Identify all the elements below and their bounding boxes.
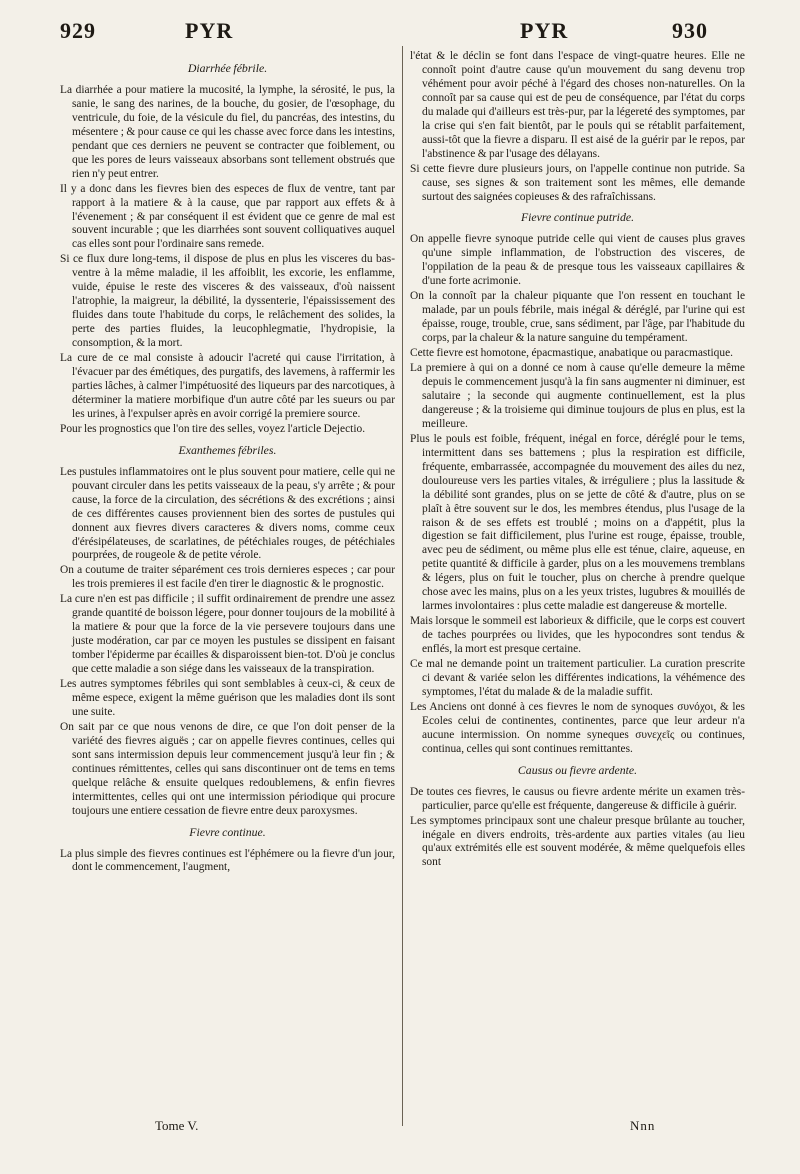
paragraph: Si ce flux dure long-tems, il dispose de plus en plus les visceres du bas-ventre à la même maladie, il les affoiblit, les excorie, les enflamme, vuide, épuise le reste des visceres & des vaisseaux, d'où naissent l'atrophie, la maigreur, la débilité, la dyssenterie, l'épaississement des fluides dans toute l'habitude du corps, le relâchement des solides, la perte des parties fluides, la leucophlegmatie, l'hydropisie, la consomption, & la mort. (60, 253, 395, 350)
column-separator (402, 46, 403, 1126)
paragraph: On appelle fievre synoque putride celle qui vient de causes plus graves qu'une simple inflammation, de l'obstruction des visceres, de l'oppilation de la peau & de presque tous les vaisseaux capillaires & d'une forte acrimonie. (410, 233, 745, 288)
footer-volume: Tome V. (155, 1118, 199, 1133)
section-heading-causus: Causus ou fievre ardente. (517, 762, 638, 777)
right-column (410, 50, 745, 871)
paragraph: On a coutume de traiter séparément ces trois dernieres especes ; car pour les trois premieres il est facile d'en tirer le diagnostic & le prognostic. (60, 564, 395, 591)
paragraph: Il y a donc dans les fievres bien des especes de flux de ventre, tant par rapport à la matiere & à la cause, que par rapport aux effets & à l'évenement ; & par conséquent il est évident que ce genre de mal est souvent incurable ; que les diarrhées sont souvent colliquatives auquel cas elles sont pour l'ordinaire sans remede. (60, 182, 395, 251)
paragraph: La cure de ce mal consiste à adoucir l'acreté qui cause l'irritation, à l'évacuer par des émétiques, des purgatifs, des lavemens, à raffermir les parties lâches, à calmer l'impétuosité des liqueurs par des narcotiques, à déterminer la matiere morbifique d'un autre côté par les sueurs ou par les urines, à l'expulser après en avoir corrigé la premiere source. (60, 352, 395, 420)
page-number-left: 929 (60, 18, 96, 43)
paragraph: Pour les prognostics que l'on tire des selles, voyez l'article Dejectio. (60, 422, 366, 435)
paragraph: On la connoît par la chaleur piquante que l'on ressent en touchant le malade, par un pouls fébrile, mais inégal & déréglé, par l'urine qui est épaisse, rouge, trouble, crue, sans sédiment, par l'âge, par l'habitude du corps, par la chaleur & la nature sanguine du tempérament. (410, 290, 745, 345)
paragraph: Les autres symptomes fébriles qui sont semblables à ceux-ci, & ceux de même espece, exigent la même guérison que les maladies dont ils sont une suite. (60, 678, 395, 718)
paragraph: Mais lorsque le sommeil est laborieux & difficile, que le corps est couvert de taches pourprées ou livides, que les hypocondres sont tendus & enflés, la mort est presque certaine. (410, 615, 745, 656)
paragraph: Plus le pouls est foible, fréquent, inégal en force, déréglé pour le tems, intermittent dans ses battemens ; plus la respiration est difficile, fréquente, embarrassée, accompagnée du mouvement des ailes du nez, douloureuse vers les parties vitales, & irréguliere ; plus la lassitude & la débilité sont grandes, plus on se jette de côté & d'autre, plus on se plaît à être souvent sur le dos, les membres étendus, plus l'usage de la raison & de ses effets est troublé ; moins on a d'appétit, plus la digestion se fait difficilement, plus l'urine est rouge, épaisse, trouble, avec peu de sédiment, ou même plus elle est ténue, claire, aqueuse, en petite quantité & difficile à garder, plus on a les mouvemens tremblans & légers, plus on fuit le toucher, plus on cherche à prendre quelque chose avec les mains, plus on a les yeux tristes, lugubres & mouillés de larmes involontaires : plus cette maladie est dangereuse & mortelle. (410, 432, 745, 613)
paragraph: Ce mal ne demande point un traitement particulier. La curation prescrite ci devant & variée selon les différentes indications, la véhémence des symptomes, l'état du malade & de la maladie suffit. (410, 658, 745, 698)
paragraph: l'état & le déclin se font dans l'espace de vingt-quatre heures. Elle ne connoît point d'autre cause qu'un mouvement du sang devenu trop véhément pour avoir péché à l'égard des choses non-naturelles. On la connoît par sa cause qui est de peu de conséquence, par l'état du corps du malade qui d'ailleurs est très-pur, par la légereté des symptomes, par la crise qui s'en fait bientôt, par le pouls qui se rétablit parfaitement, aussi-tôt que la fievre a disparu. Il est aisé de la guérir par le repos, par l'abstinence & par l'usage des délayans. (410, 50, 745, 160)
running-head-right: PYR (520, 18, 569, 43)
footer-signature: Nnn (630, 1118, 656, 1133)
paragraph: La cure n'en est pas difficile ; il suffit ordinairement de prendre une assez grande quantité de boisson légere, pour donner toujours de la mobilité à la matiere & pour que la force de la vie persevere toujours dans une juste modération, car par ce moyen les pustules se dissipent en faisant tomber l'épiderme par écailles & disparoissent bien-tot. D'où je conclus que cette maladie a son siége dans les vaisseaux de la transpiration. (60, 593, 395, 676)
paragraph: On sait par ce que nous venons de dire, ce que l'on doit penser de la variété des fievres aiguës ; car on appelle fievres continues, celles qui sont sans intermission depuis leur commencement jusqu'à leur fin ; & continues rémittentes, celles qui sans discontinuer ont de tems en tems quelque relâche & ensuite quelques redoublemens, & enfin fievres intermittentes, celles qui ont une intermission périodique qui procure toujours une entiere cessation de fievre entre deux paroxysmes. (60, 720, 395, 817)
paragraph: Les Anciens ont donné à ces fievres le nom de synoques συνόχοι, & les Ecoles celui de continentes, continentes, parce que leur ardeur n'a aucune intermission. On nomme syneques συνεχεῖς ou continues, continua, celles qui sont continues remittantes. (410, 700, 745, 755)
section-heading-fievre-putride: Fievre continue putride. (520, 210, 635, 225)
paragraph: Cette fievre est homotone, épacmastique, anabatique ou paracmastique. (410, 347, 733, 360)
paragraph: De toutes ces fievres, le causus ou fievre ardente mérite un examen très-particulier, parce qu'elle est fréquente, dangereuse & difficile à guérir. (410, 785, 745, 812)
paragraph: La plus simple des fievres continues est l'éphémere ou la fievre d'un jour, dont le commencement, l'augment, (60, 847, 395, 874)
running-head-left: PYR (185, 18, 234, 43)
paragraph: Les pustules inflammatoires ont le plus souvent pour matiere, celle qui ne pouvant circuler dans les petits vaisseaux de la peau, s'y arrête ; & pour cause, la force de la circulation, des sécrétions & des excrétions ; ainsi de ces différentes causes proviennent bien des sortes de pustules qui donnent aux fievres divers caracteres & divers noms, comme ceux d'érésipélateuses, de scarlatines, de pétéchiales rouges, de pétéchiales pourprées, de rougeole & de petite vérole. (60, 465, 395, 562)
section-heading-fievre-continue: Fievre continue. (189, 824, 266, 839)
section-heading-exanthemes: Exanthemes fébriles. (178, 442, 277, 457)
left-column (60, 50, 395, 876)
paragraph: Les symptomes principaux sont une chaleur presque brûlante au toucher, inégale en divers endroits, très-ardente aux parties vitales (au lieu qu'aux extrémités elle est souvent modérée, & même quelquefois elles sont (410, 814, 745, 869)
paragraph: Si cette fievre dure plusieurs jours, on l'appelle continue non putride. Sa cause, ses signes & son traitement sont les mêmes, elle demande surtout des saignées copieuses & des rafraîchissans. (410, 162, 745, 203)
paragraph: La diarrhée a pour matiere la mucosité, la lymphe, la sérosité, le pus, la sanie, le sang des narines, de la bouche, du gosier, de l'œsophage, du ventricule, du foie, de la vésicule du fiel, du pancréas, des intestins, du mésentere ; & pour cause ce qui les chasse avec force dans les intestins, pendant que ces derniers ne peuvent se contracter que foiblement, ou que les pores de leurs vaisseaux absorbans sont tellement obstrués que rien n'y peut entrer. (60, 83, 395, 180)
section-heading-diarrhee: Diarrhée fébrile. (187, 61, 268, 75)
page-number-right: 930 (672, 18, 708, 43)
paragraph: La premiere à qui on a donné ce nom à cause qu'elle demeure la même depuis le commencement jusqu'à la fin sans augmenter ni diminuer, est salutaire ; la seconde qui augmente continuellement, est la plus dangereuse ; & la troisieme qui diminue toujours de plus en plus, est la meilleure. (410, 362, 745, 430)
